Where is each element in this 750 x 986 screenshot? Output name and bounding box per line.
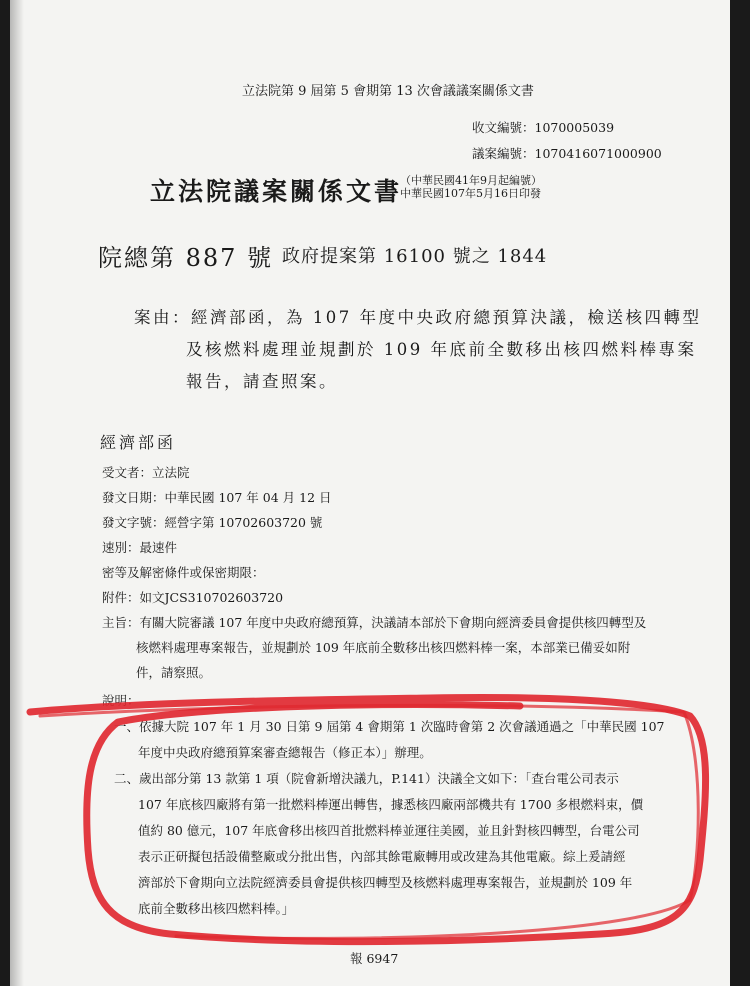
subject-line-1: 主旨：有關大院審議 107 年度中央政府總預算，決議請本部於下會期向經濟委員會提供核四轉型及: [102, 615, 647, 630]
case-line-3: 報告，請查照案。: [186, 372, 338, 391]
explanation-item-2-line-6: 底前全數移出核四燃料棒。」: [138, 901, 295, 916]
explanation-item-1-line-2: 年度中央政府總預算案審查總報告（修正本）」辦理。: [138, 745, 432, 760]
receipt-number: 收文編號：1070005039: [472, 120, 615, 135]
attachment-field: 附件：如文JCS310702603720: [102, 590, 284, 605]
recipient-field: 受文者：立法院: [102, 465, 190, 480]
bill-number: 議案編號：1070416071000900: [472, 146, 662, 161]
explanation-label: 說明：: [102, 693, 140, 708]
confidentiality-field: 密等及解密條件或保密期限：: [102, 565, 265, 580]
case-line-2: 及核燃料處理並規劃於 109 年底前全數移出核四燃料棒專案: [186, 340, 697, 359]
case-line-1: 案由：經濟部函，為 107 年度中央政府總預算決議，檢送核四轉型: [134, 308, 702, 327]
session-title: 立法院第 9 屆第 5 會期第 13 次會議議案關係文書: [242, 84, 534, 99]
explanation-item-2-line-5: 濟部於下會期向立法院經濟委員會提供核四轉型及核燃料處理專案報告，並規劃於 109 年: [138, 875, 633, 890]
issue-date-field: 發文日期：中華民國 107 年 04 月 12 日: [102, 490, 332, 505]
page-number: 報 6947: [350, 951, 399, 966]
explanation-item-2-line-3: 值約 80 億元，107 年底會移出核四首批燃料棒並運往美國，並且針對核四轉型，台電公司: [138, 823, 640, 838]
document-page: [10, 0, 730, 986]
government-proposal-number: 政府提案第 16100 號之 1844: [282, 246, 548, 267]
yuan-general-number: 院總第 887 號: [98, 244, 274, 272]
explanation-item-2-line-1: 二、歲出部分第 13 款第 1 項（院會新增決議九，P.141）決議全文如下：「查台電公司表示: [114, 771, 619, 786]
page-edge-shadow: [10, 0, 24, 986]
document-main-title: 立法院議案關係文書: [150, 177, 403, 206]
print-date-note: 中華民國107年5月16日印發: [400, 187, 541, 200]
subject-line-3: 件，請察照。: [136, 665, 212, 680]
explanation-item-1-line-1: 一、依據大院 107 年 1 月 30 日第 9 屆第 4 會期第 1 次臨時會第 2 次會議通過之「中華民國 107: [114, 719, 665, 734]
explanation-item-2-line-2: 107 年底核四廠將有第一批燃料棒運出轉售，據悉核四廠兩部機共有 1700 多根燃料束，價: [138, 797, 644, 812]
reference-number-field: 發文字號：經營字第 10702603720 號: [102, 515, 323, 530]
explanation-item-2-line-4: 表示正研擬包括設備整廠或分批出售，內部其餘電廠轉用或改建為其他電廠。綜上爰請經: [138, 849, 626, 864]
sender-heading: 經濟部函: [100, 433, 177, 452]
speed-field: 速別：最速件: [102, 540, 178, 555]
numbering-note: （中華民國41年9月起編號）: [400, 174, 542, 187]
subject-line-2: 核燃料處理專案報告，並規劃於 109 年底前全數移出核四燃料棒一案，本部業已備妥如附: [136, 640, 631, 655]
